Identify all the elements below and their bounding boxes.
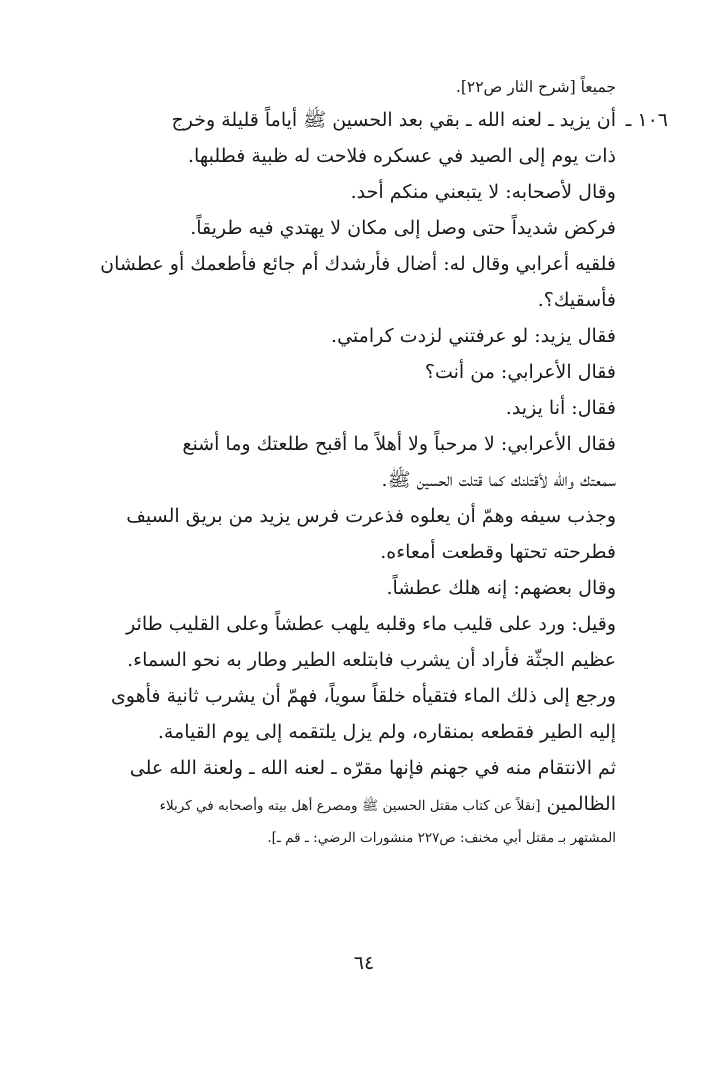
- text-line-17: عظيم الجثّة فأراد أن يشرب فابتلعه الطير وطار به نحو السماء.: [127, 649, 616, 671]
- text-line-21: [66, 786, 616, 822]
- text-line-7: فأسقيك؟.: [537, 289, 616, 311]
- text-line-1: جميعاً [شرح الثار ص٢٢].: [455, 78, 616, 96]
- text-line-18: ورجع إلى ذلك الماء فتقيأه خلقاً سوياً، فهمّ أن يشرب ثانية فأهوى: [110, 685, 616, 707]
- text-line-2: أن يزيد ـ لعنه الله ـ بقي بعد الحسين ﷺ أياماً قليلة وخرج: [171, 109, 616, 131]
- text-line-14: فطرحته تحتها وقطعت أمعاءه.: [380, 541, 616, 563]
- text-line-3: ذات يوم إلى الصيد في عسكره فلاحت له ظبية فطلبها.: [188, 145, 616, 167]
- text-line-8: فقال يزيد: لو عرفتني لزدت كرامتي.: [331, 325, 616, 347]
- text-line-10: فقال: أنا يزيد.: [505, 397, 616, 419]
- text-line-13: وجذب سيفه وهمّ أن يعلوه فذعرت فرس يزيد من بريق السيف: [126, 505, 616, 527]
- entry-number: ١٠٦ ـ: [625, 109, 668, 131]
- text-line-4: وقال لأصحابه: لا يتبعني منكم أحد.: [350, 181, 616, 203]
- citation-start: [نقلاً عن كتاب مقتل الحسين ﷺ ومصرع أهل بيته وأصحابه في كربلاء: [159, 798, 541, 814]
- text-line-20: ثم الانتقام منه في جهنم فإنها مقرّه ـ لعنه الله ـ ولعنة الله على: [129, 757, 616, 779]
- page-body: [66, 72, 668, 854]
- text-line-15: وقال بعضهم: إنه هلك عطشاً.: [386, 577, 616, 599]
- text-line-19: إليه الطير فقطعه بمنقاره، ولم يزل يلتقمه إلى يوم القيامة.: [157, 721, 616, 743]
- text-line-11: فقال الأعرابي: لا مرحباً ولا أهلاً ما أقبح طلعتك وما أشنع: [182, 433, 616, 455]
- citation-end: المشتهر بـ مقتل أبي مخنف: ص٢٢٧ منشورات الرضي: ـ قم ـ].: [267, 830, 616, 846]
- text-line-21-main: الظالمين: [546, 793, 616, 815]
- entry-106: [66, 102, 668, 854]
- text-line-6: فلقيه أعرابي وقال له: أضال فأرشدك أم جائع فأطعمك أو عطشان: [100, 253, 616, 275]
- text-line-5: فركض شديداً حتى وصل إلى مكان لا يهتدي فيه طريقاً.: [190, 217, 616, 239]
- text-line-12: سمعتك والله لأقتلنك كما قتلت الحسين ﷺ.: [381, 469, 616, 491]
- text-line-16: وقيل: ورد على قليب ماء وقلبه يلهب عطشاً وعلى القليب طائر: [126, 613, 616, 635]
- page-number: ٦٤: [353, 952, 375, 974]
- text-line-9: فقال الأعرابي: من أنت؟: [424, 361, 616, 383]
